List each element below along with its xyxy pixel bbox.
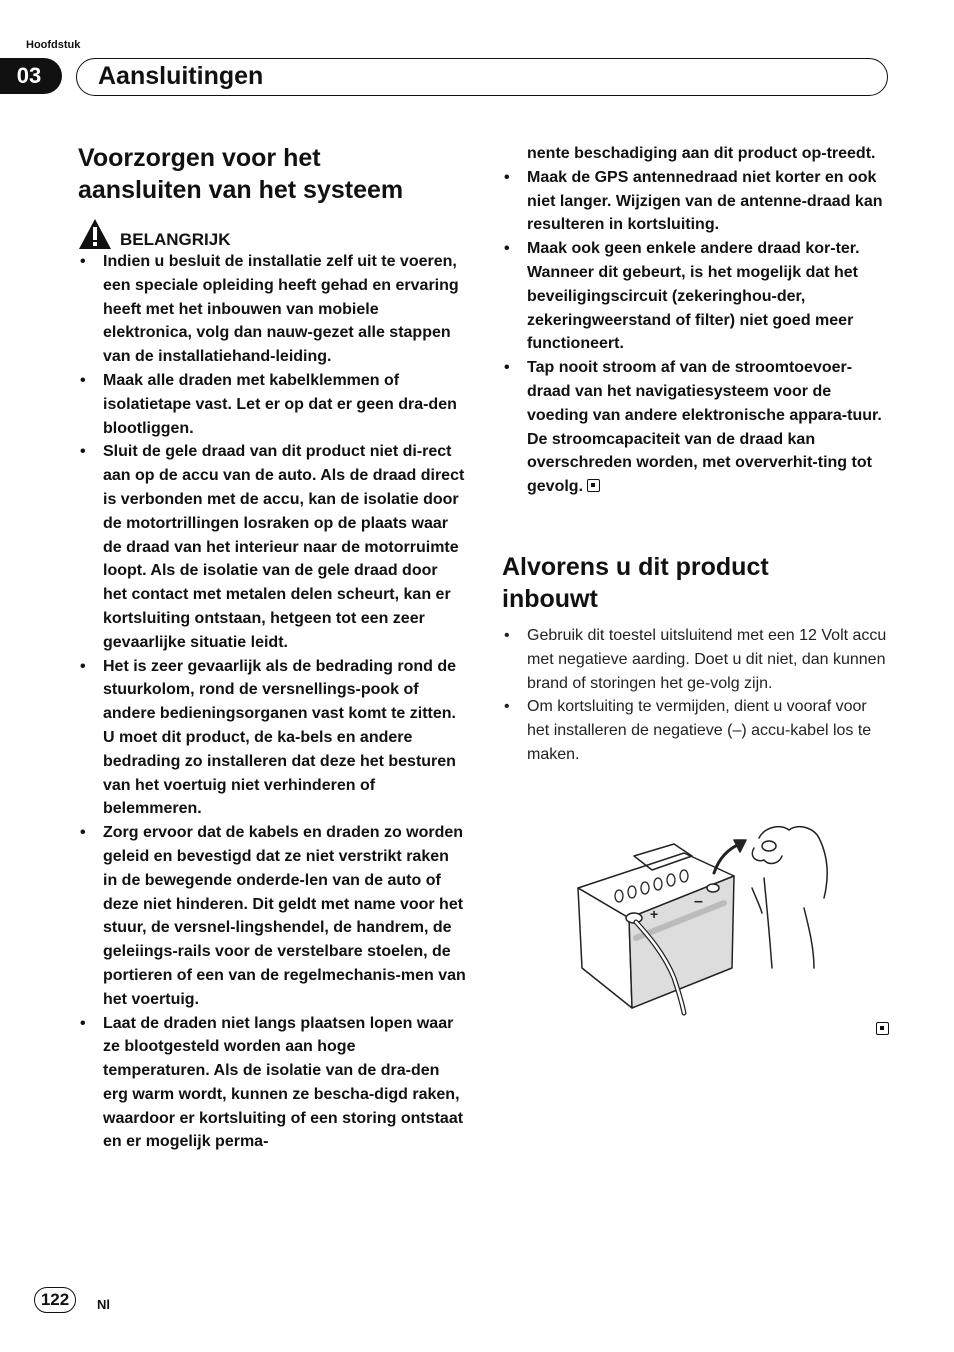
chapter-label: Hoofdstuk <box>26 39 81 51</box>
section-title-line: inbouwt <box>502 584 598 613</box>
list-item: • Zorg ervoor dat de kabels en draden zo worden geleid en bevestigd dat ze niet verstrikt raken in de bewegende onderde-len van de auto of deze niet hinderen. Dit geldt met name voor het stuur, de versnel-lingshendel, de handrem, de geleiings-rails voor de verstelbare stoelen, de portieren of een van de regelmechanis-men van het voertuig. <box>78 821 466 1011</box>
list-item: • Maak de GPS antennedraad niet korter en ook niet langer. Wijzigen van de antenne-draad kan resulteren in kortsluiting. <box>502 166 892 237</box>
precaution-list <box>78 250 466 1154</box>
language-code: Nl <box>97 1297 110 1312</box>
battery-disconnect-illustration <box>574 818 844 1018</box>
right-column <box>502 142 892 767</box>
section-title-precautions <box>78 142 466 206</box>
section-title-before-install <box>502 551 892 615</box>
list-item: • Maak alle draden met kabelklemmen of isolatietape vast. Let er op dat er geen dra-den blootliggen. <box>78 369 466 440</box>
list-item <box>502 356 892 499</box>
end-mark-icon <box>876 1022 889 1035</box>
svg-text:–: – <box>694 893 703 910</box>
svg-text:+: + <box>650 906 659 922</box>
list-item: • Het is zeer gevaarlijk als de bedrading rond de stuurkolom, rond de versnellings-pook of andere bedieningsorganen vast komt te zitten. U moet dit product, de ka-bels en andere bedrading zo installeren dat deze het besturen van het voertuig niet verhinderen of belemmeren. <box>78 655 466 822</box>
list-item: • Maak ook geen enkele andere draad kor-ter. Wanneer dit gebeurt, is het mogelijk dat het beveiligingscircuit (zekeringhou-der, zekeringweerstand of filter) niet goed meer functioneert. <box>502 237 892 356</box>
page-number: 122 <box>34 1287 76 1313</box>
precaution-list-continued <box>502 166 892 499</box>
section-title-line: aansluiten van het systeem <box>78 176 404 204</box>
list-item-continuation: nente beschadiging aan dit product op-treedt. <box>527 145 876 162</box>
list-item: • Gebruik dit toestel uitsluitend met een 12 Volt accu met negatieve aarding. Doet u dit niet, dan kunnen brand of storingen het ge-volg zijn. <box>502 624 892 695</box>
warning-label: BELANGRIJK <box>120 230 231 249</box>
list-item: • Sluit de gele draad van dit product niet di-rect aan op de accu van de auto. Als de draad direct is verbonden met de accu, kan de isolatie door de motortrillingen losraken op de plaats waar de draad van het interieur naar de motorruimte loopt. Als de isolatie van de gele draad door het contact met metalen delen scheurt, kan er kortsluiting ontstaan, hetgeen tot een zeer gevaarlijke situatie leidt. <box>78 440 466 654</box>
install-list <box>502 624 892 767</box>
section-title-line: Voorzorgen voor het <box>78 144 321 172</box>
chapter-title: Aansluitingen <box>98 62 264 90</box>
section-title-line: Alvorens u dit product <box>502 552 769 581</box>
list-item-text: Tap nooit stroom af van de stroomtoevoer-draad van het navigatiesysteem voor de voeding van andere elektronische appara-tuur. De stroomcapaciteit van de draad kan overschreden worden, met oververhit-ting tot gevolg. <box>527 359 882 496</box>
warning-triangle-icon <box>78 218 112 250</box>
chapter-number-badge: 03 <box>0 58 62 94</box>
left-column <box>78 142 466 1154</box>
list-item: • Indien u besluit de installatie zelf uit te voeren, een speciale opleiding heeft gehad en ervaring heeft met het inbouwen van mobiele elektronica, volg dan nauw-gezet alle stappen van de installatiehand-leiding. <box>78 250 466 369</box>
warning-header <box>78 214 466 250</box>
end-mark-icon <box>587 479 600 492</box>
list-item: • Om kortsluiting te vermijden, dient u vooraf voor het installeren de negatieve (–) accu-kabel los te maken. <box>502 695 892 766</box>
list-item: • Laat de draden niet langs plaatsen lopen waar ze blootgesteld worden aan hoge temperaturen. Als de isolatie van de dra-den erg warm wordt, kunnen ze bescha-digd raken, waardoor er kortsluiting of een storing ontstaat en er mogelijk perma- <box>78 1012 466 1155</box>
